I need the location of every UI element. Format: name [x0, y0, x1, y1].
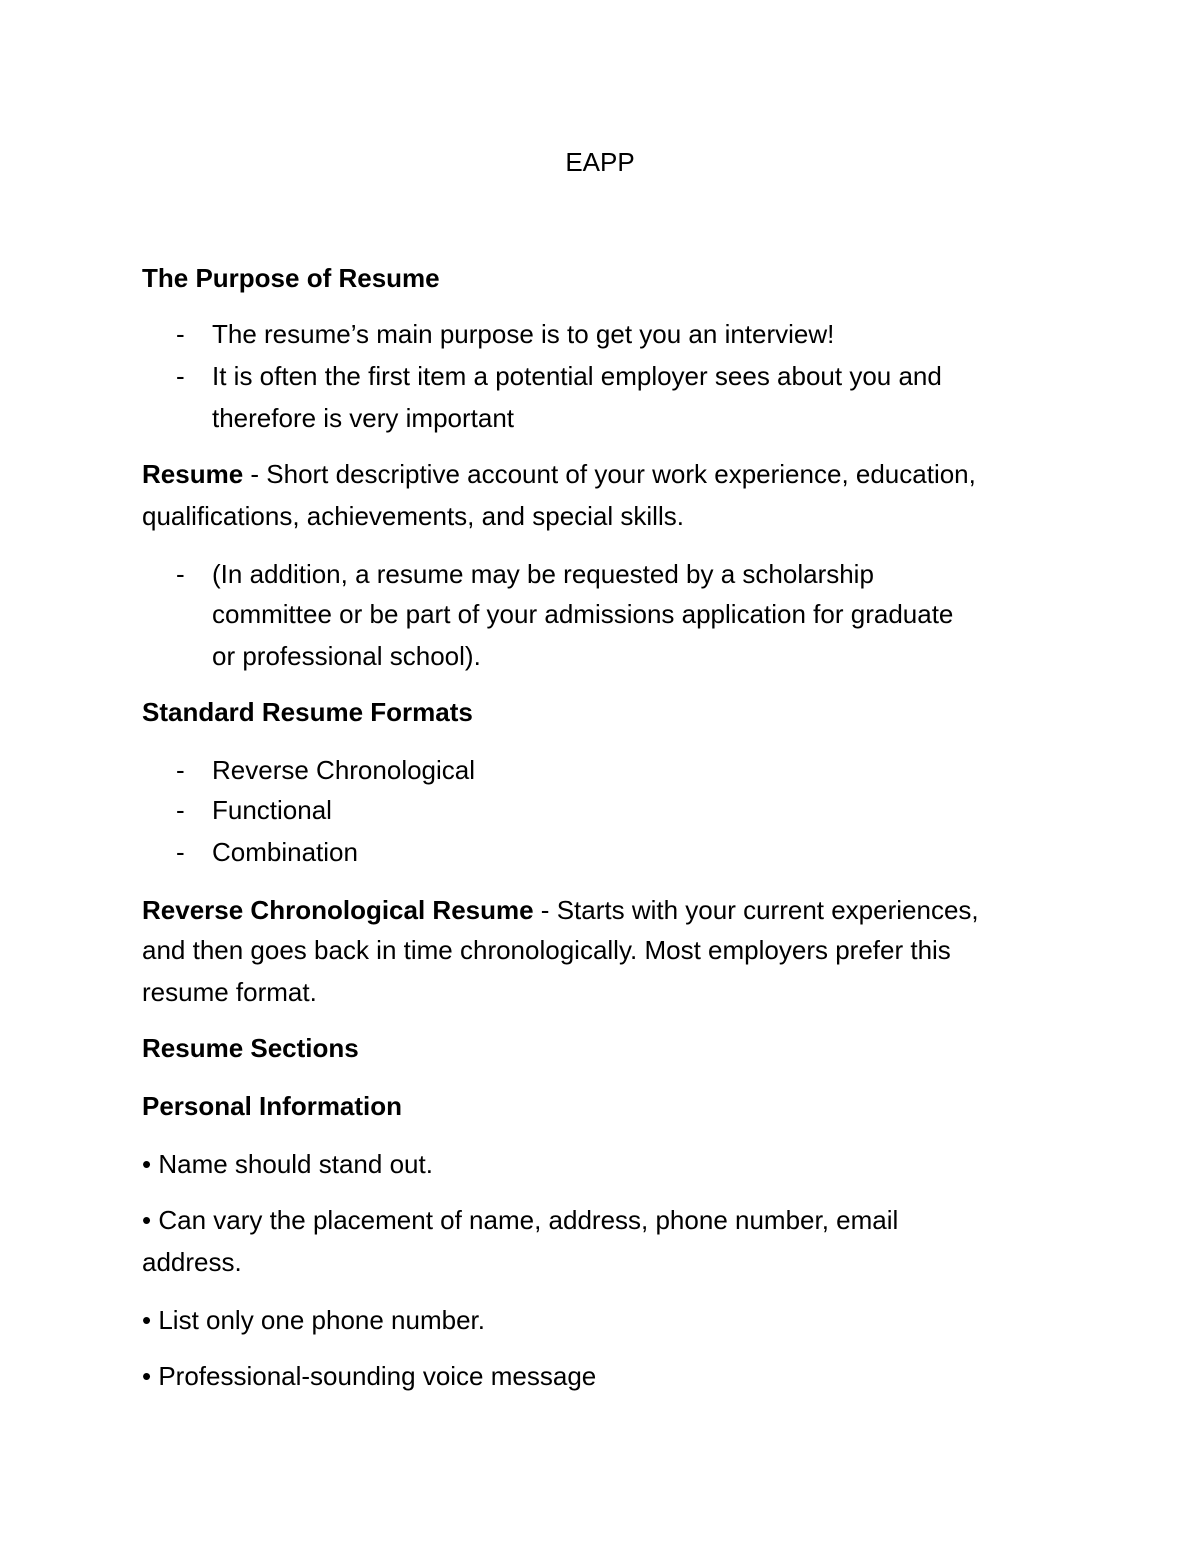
definition-separator: - [533, 895, 557, 925]
personal-item-name: • Name should stand out. [142, 1149, 433, 1179]
dash-bullet: - [176, 755, 185, 785]
resume-term: Resume [142, 459, 244, 489]
personal-item-voice-message: • Professional-sounding voice message [142, 1361, 597, 1391]
purpose-item-2: It is often the first item a potential employer sees about you and [212, 361, 942, 391]
personal-info-heading: Personal Information [142, 1091, 403, 1121]
resume-note-line-1: (In addition, a resume may be requested by a scholarship [212, 559, 874, 589]
format-item-reverse-chronological: Reverse Chronological [212, 755, 476, 785]
dash-bullet: - [176, 559, 185, 589]
resume-definition-cont: qualifications, achievements, and special skills. [142, 501, 684, 531]
dash-bullet: - [176, 795, 185, 825]
reverse-chronological-cont-2: resume format. [142, 977, 317, 1007]
dash-bullet: - [176, 319, 185, 349]
personal-item-phone: • List only one phone number. [142, 1305, 486, 1335]
dash-bullet: - [176, 361, 185, 391]
personal-item-placement: • Can vary the placement of name, address, phone number, email [142, 1205, 899, 1235]
reverse-chronological-cont-1: and then goes back in time chronologically. Most employers prefer this [142, 935, 951, 965]
resume-definition [142, 458, 1082, 490]
format-item-combination: Combination [212, 837, 358, 867]
resume-note-line-3: or professional school). [212, 641, 481, 671]
sections-heading: Resume Sections [142, 1033, 359, 1063]
resume-note-line-2: committee or be part of your admissions application for graduate [212, 599, 954, 629]
reverse-chronological-term: Reverse Chronological Resume [142, 895, 534, 925]
formats-heading: Standard Resume Formats [142, 697, 473, 727]
reverse-chronological-text: Starts with your current experiences, [556, 895, 979, 925]
personal-item-placement-cont: address. [142, 1247, 242, 1277]
format-item-functional: Functional [212, 795, 332, 825]
purpose-heading: The Purpose of Resume [142, 263, 440, 293]
definition-separator: - [243, 459, 267, 489]
purpose-item-2-cont: therefore is very important [212, 403, 515, 433]
document-title: EAPP [565, 147, 635, 177]
dash-bullet: - [176, 837, 185, 867]
reverse-chronological-definition [142, 894, 1082, 926]
resume-definition-text: Short descriptive account of your work experience, education, [266, 459, 976, 489]
purpose-item-1: The resume’s main purpose is to get you an interview! [212, 319, 835, 349]
